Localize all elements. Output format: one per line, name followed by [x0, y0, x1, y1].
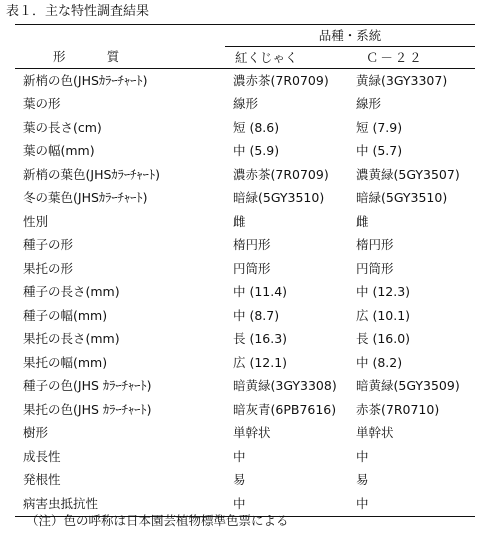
property-cell: 種子の幅(mm) — [23, 307, 108, 323]
header-property-char-1: 形 — [53, 49, 67, 65]
header-variety-1: 紅くじゃく — [225, 47, 348, 69]
property-cell: 果托の長さ(mm) — [23, 331, 120, 347]
property-cell: 性別 — [23, 213, 49, 229]
variety-2-cell: 黄緑(3GY3307) — [356, 72, 448, 88]
table-footnote: （注）色の呼称は日本園芸植物標準色票による — [26, 513, 289, 528]
header-variety-2: Ｃ－２２ — [348, 47, 475, 69]
table-row — [15, 93, 475, 117]
variety-2-cell: 中 (5.7) — [356, 143, 403, 159]
table-row — [15, 140, 475, 164]
header-property-char-2: 質 — [106, 49, 121, 65]
table-row — [15, 281, 475, 305]
table-row — [15, 210, 475, 234]
table-row — [15, 116, 475, 140]
property-cell: 種子の形 — [23, 237, 74, 253]
variety-1-cell: 易 — [233, 472, 246, 488]
variety-2-cell: 濃黄緑(5GY3507) — [356, 166, 460, 182]
variety-2-cell: 暗緑(5GY3510) — [356, 190, 448, 206]
variety-2-cell: 線形 — [356, 96, 382, 112]
property-cell: 果托の形 — [23, 260, 74, 276]
variety-1-cell: 暗灰青(6PB7616) — [233, 401, 337, 417]
table-caption: 表１．主な特性調査結果 — [6, 4, 150, 19]
property-cell: 成長性 — [23, 448, 61, 464]
property-cell: 樹形 — [23, 425, 49, 441]
property-cell: 新梢の色(JHSｶﾗｰﾁｬｰﾄ) — [23, 72, 148, 88]
variety-1-cell: 線形 — [233, 96, 259, 112]
property-cell: 果托の色(JHS ｶﾗｰﾁｬｰﾄ) — [23, 401, 152, 417]
variety-1-cell: 中 — [233, 448, 246, 464]
variety-2-cell: 単幹状 — [356, 425, 394, 441]
property-cell: 病害虫抵抗性 — [23, 495, 99, 511]
table-row — [15, 257, 475, 281]
variety-1-cell: 濃赤茶(7R0709) — [233, 72, 329, 88]
variety-2-cell: 中 — [356, 495, 369, 511]
variety-1-cell: 濃赤茶(7R0709) — [233, 166, 329, 182]
variety-2-cell: 雌 — [356, 213, 369, 229]
variety-2-cell: 円筒形 — [356, 260, 394, 276]
table-row — [15, 304, 475, 328]
table-row — [15, 234, 475, 258]
variety-1-cell: 中 (11.4) — [233, 284, 288, 300]
header-property — [15, 47, 225, 69]
variety-2-cell: 易 — [356, 472, 369, 488]
variety-1-cell: 円筒形 — [233, 260, 271, 276]
variety-1-cell: 長 (16.3) — [233, 331, 288, 347]
table-row — [15, 375, 475, 399]
variety-2-cell: 長 (16.0) — [356, 331, 411, 347]
table-row — [15, 351, 475, 375]
variety-2-cell: 赤茶(7R0710) — [356, 401, 440, 417]
table-row — [15, 187, 475, 211]
table-row — [15, 163, 475, 187]
variety-2-cell: 暗黄緑(5GY3509) — [356, 378, 460, 394]
table-row — [15, 422, 475, 446]
variety-1-cell: 単幹状 — [233, 425, 271, 441]
variety-2-cell: 短 (7.9) — [356, 119, 403, 135]
variety-1-cell: 暗緑(5GY3510) — [233, 190, 325, 206]
header-row-columns — [15, 47, 475, 69]
variety-1-cell: 暗黄緑(3GY3308) — [233, 378, 337, 394]
variety-1-cell: 広 (12.1) — [233, 354, 288, 370]
variety-2-cell: 中 — [356, 448, 369, 464]
table-row — [15, 445, 475, 469]
characteristics-table — [15, 24, 475, 517]
variety-2-cell: 広 (10.1) — [356, 307, 411, 323]
variety-1-cell: 中 (5.9) — [233, 143, 280, 159]
variety-1-cell: 中 (8.7) — [233, 307, 280, 323]
table-row — [15, 398, 475, 422]
property-cell: 葉の形 — [23, 96, 61, 112]
header-row-group — [15, 25, 475, 47]
property-cell: 種子の長さ(mm) — [23, 284, 120, 300]
header-variety-group: 品種・系統 — [318, 27, 382, 43]
property-cell: 冬の葉色(JHSｶﾗｰﾁｬｰﾄ) — [23, 190, 148, 206]
property-cell: 果托の幅(mm) — [23, 354, 108, 370]
variety-2-cell: 中 (12.3) — [356, 284, 411, 300]
property-cell: 発根性 — [23, 472, 61, 488]
table-row — [15, 469, 475, 493]
header-blank-cell — [15, 25, 225, 47]
variety-2-cell: 楕円形 — [356, 237, 394, 253]
table-row — [15, 328, 475, 352]
variety-1-cell: 短 (8.6) — [233, 119, 280, 135]
property-cell: 葉の幅(mm) — [23, 143, 95, 159]
variety-2-cell: 中 (8.2) — [356, 354, 403, 370]
property-cell: 種子の色(JHS ｶﾗｰﾁｬｰﾄ) — [23, 378, 152, 394]
property-cell: 葉の長さ(cm) — [23, 119, 102, 135]
variety-1-cell: 楕円形 — [233, 237, 271, 253]
variety-1-cell: 中 — [233, 495, 246, 511]
property-cell: 新梢の葉色(JHSｶﾗｰﾁｬｰﾄ) — [23, 166, 161, 182]
table-row — [15, 69, 475, 93]
variety-1-cell: 雌 — [233, 213, 246, 229]
